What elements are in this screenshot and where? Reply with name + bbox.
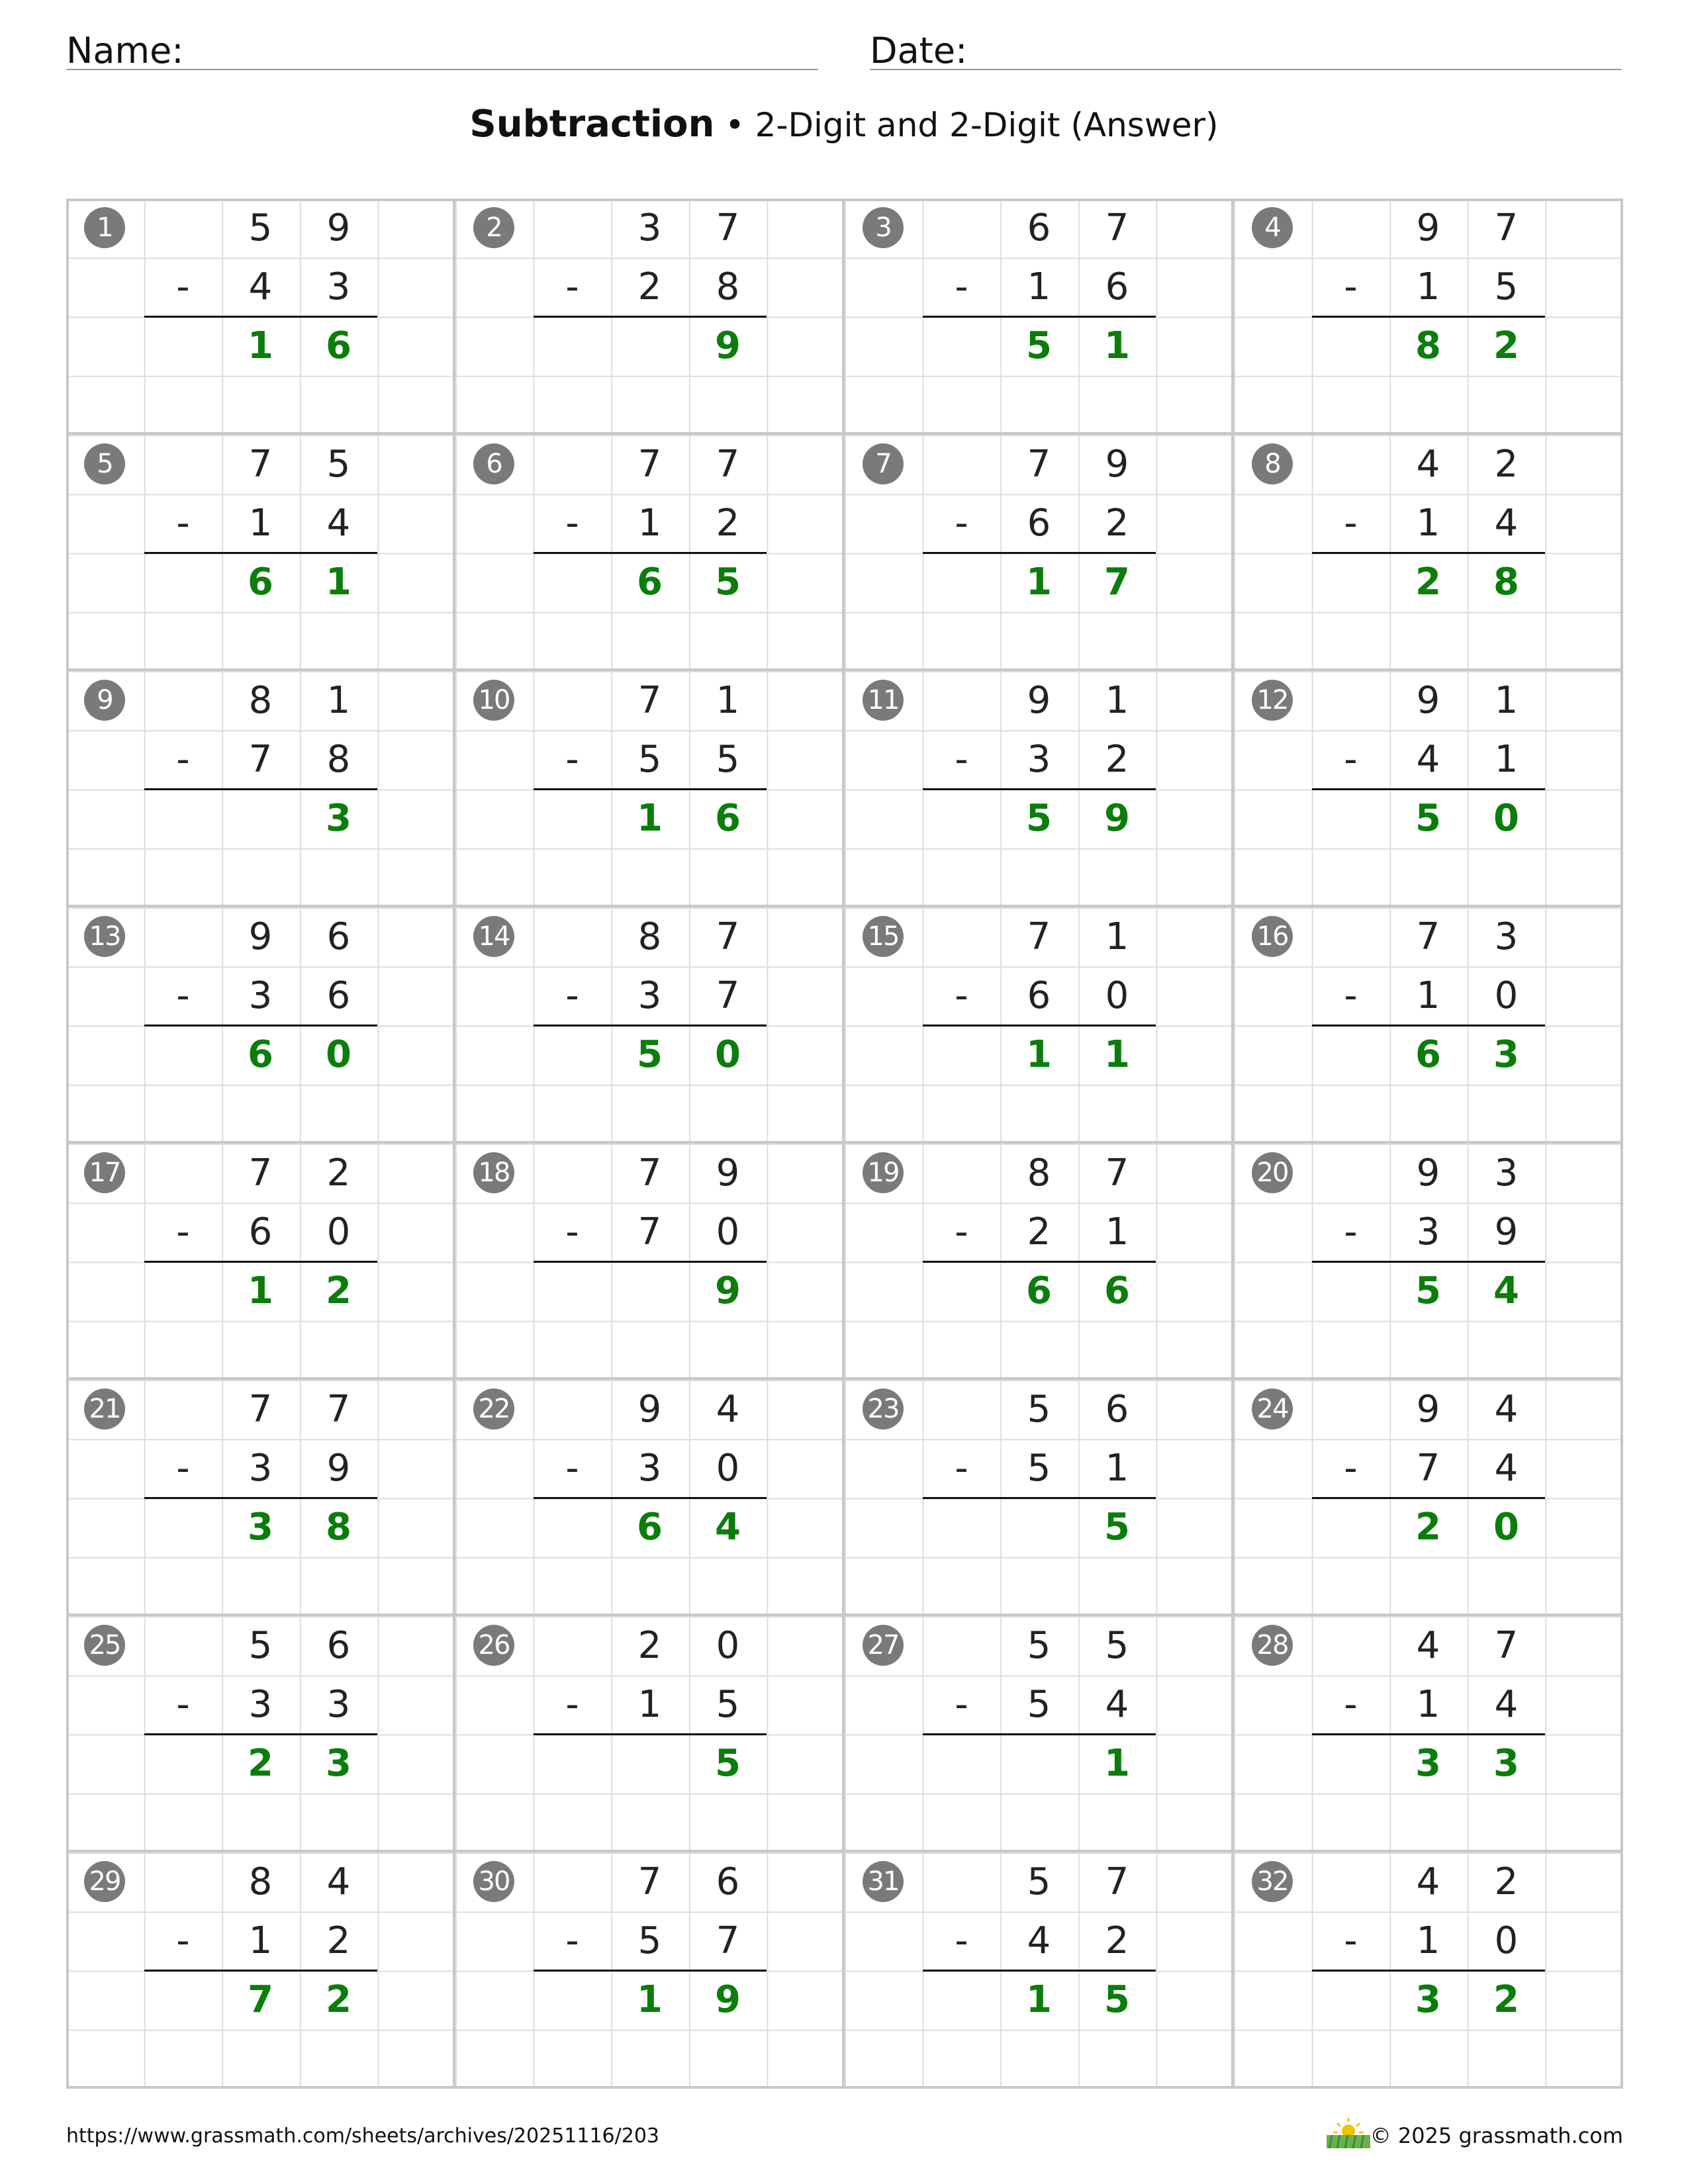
problem-32 <box>1234 1852 1623 2089</box>
answer-ones-digit: 6 <box>715 797 741 840</box>
minuend-ones-digit: 5 <box>326 443 351 486</box>
problem-number-badge: 4 <box>1252 207 1293 248</box>
subtrahend-ones-digit: 1 <box>1105 1447 1129 1490</box>
answer-ones-digit: 9 <box>715 1978 741 2021</box>
minuend-ones-digit: 7 <box>1105 1152 1129 1195</box>
answer-tens-digit: 5 <box>1415 1269 1441 1312</box>
minuend-tens-digit: 7 <box>637 679 662 722</box>
minus-sign: - <box>176 738 190 781</box>
subtrahend-ones-digit: 4 <box>1105 1683 1129 1726</box>
answer-ones-digit: 5 <box>715 561 741 604</box>
problem-number-badge: 7 <box>863 443 904 484</box>
subtrahend-ones-digit: 7 <box>716 1919 740 1962</box>
subtrahend-ones-digit: 7 <box>716 974 740 1017</box>
name-field <box>66 25 818 70</box>
problem-19 <box>845 1144 1234 1380</box>
minus-sign: - <box>565 1447 579 1490</box>
minuend-tens-digit: 8 <box>1027 1152 1051 1195</box>
minuend-ones-digit: 6 <box>326 915 351 958</box>
minus-sign: - <box>176 265 190 308</box>
subtrahend-tens-digit: 5 <box>637 1919 662 1962</box>
answer-tens-digit: 5 <box>1026 324 1052 367</box>
subtrahend-ones-digit: 0 <box>1494 974 1519 1017</box>
subtrahend-tens-digit: 1 <box>1416 1683 1440 1726</box>
subtrahend-tens-digit: 2 <box>637 265 662 308</box>
subtrahend-tens-digit: 5 <box>1027 1683 1051 1726</box>
minus-sign: - <box>565 1210 579 1253</box>
minus-sign: - <box>1344 1683 1358 1726</box>
subtrahend-ones-digit: 1 <box>1494 738 1519 781</box>
minuend-tens-digit: 7 <box>1027 443 1051 486</box>
answer-ones-digit: 0 <box>326 1033 352 1076</box>
problem-number-badge: 3 <box>863 207 904 248</box>
minuend-ones-digit: 3 <box>1494 1152 1519 1195</box>
answer-ones-digit: 0 <box>715 1033 741 1076</box>
minuend-tens-digit: 8 <box>248 1860 273 1903</box>
problem-8 <box>1234 435 1623 671</box>
answer-tens-digit: 6 <box>248 561 273 604</box>
subtrahend-ones-digit: 4 <box>326 502 351 545</box>
subtrahend-ones-digit: 4 <box>1494 1683 1519 1726</box>
minuend-ones-digit: 7 <box>716 915 740 958</box>
subtrahend-tens-digit: 3 <box>1027 738 1051 781</box>
answer-ones-digit: 5 <box>1104 1978 1130 2021</box>
minus-sign: - <box>955 1447 968 1490</box>
answer-ones-digit: 1 <box>326 561 352 604</box>
answer-ones-digit: 2 <box>1493 1978 1519 2021</box>
grass-sun-logo-icon <box>1325 2115 1372 2150</box>
problem-11 <box>845 671 1234 907</box>
subtrahend-ones-digit: 1 <box>1105 1210 1129 1253</box>
minuend-ones-digit: 0 <box>716 1624 740 1667</box>
minuend-tens-digit: 4 <box>1416 1624 1440 1667</box>
problem-6 <box>455 435 845 671</box>
footer-copyright: © 2025 grassmath.com <box>1370 2123 1623 2148</box>
subtrahend-ones-digit: 9 <box>326 1447 351 1490</box>
answer-tens-digit: 1 <box>1026 561 1052 604</box>
minuend-ones-digit: 1 <box>1105 679 1129 722</box>
subtrahend-ones-digit: 0 <box>326 1210 351 1253</box>
problem-7 <box>845 435 1234 671</box>
subtrahend-ones-digit: 5 <box>716 1683 740 1726</box>
minus-sign: - <box>1344 502 1358 545</box>
answer-tens-digit: 3 <box>1415 1742 1441 1785</box>
minuend-ones-digit: 2 <box>1494 1860 1519 1903</box>
answer-tens-digit: 6 <box>1415 1033 1441 1076</box>
answer-ones-digit: 4 <box>715 1506 741 1549</box>
answer-ones-digit: 5 <box>1104 1506 1130 1549</box>
minuend-ones-digit: 7 <box>716 443 740 486</box>
subtrahend-ones-digit: 8 <box>326 738 351 781</box>
problem-3 <box>845 199 1234 435</box>
answer-tens-digit: 2 <box>1415 561 1441 604</box>
problem-24 <box>1234 1380 1623 1616</box>
answer-ones-digit: 2 <box>326 1269 352 1312</box>
problem-number-badge: 12 <box>1252 680 1293 721</box>
problem-25 <box>66 1616 455 1852</box>
minus-sign: - <box>176 1919 190 1962</box>
minuend-tens-digit: 5 <box>248 1624 273 1667</box>
answer-tens-digit: 1 <box>637 1978 663 2021</box>
problem-2 <box>455 199 845 435</box>
problem-number-badge: 2 <box>473 207 514 248</box>
minus-sign: - <box>1344 1919 1358 1962</box>
answer-ones-digit: 6 <box>326 324 352 367</box>
problem-23 <box>845 1380 1234 1616</box>
subtrahend-ones-digit: 4 <box>1494 502 1519 545</box>
minuend-tens-digit: 3 <box>637 206 662 250</box>
minuend-tens-digit: 9 <box>1416 1388 1440 1431</box>
subtrahend-ones-digit: 2 <box>1105 1919 1129 1962</box>
minus-sign: - <box>955 1683 968 1726</box>
subtrahend-tens-digit: 5 <box>1027 1447 1051 1490</box>
answer-tens-digit <box>1000 1498 1078 1557</box>
minuend-ones-digit: 4 <box>716 1388 740 1431</box>
minus-sign: - <box>955 265 968 308</box>
problem-number-badge: 1 <box>84 207 125 248</box>
problem-22 <box>455 1380 845 1616</box>
minuend-ones-digit: 7 <box>1105 1860 1129 1903</box>
problem-4 <box>1234 199 1623 435</box>
minuend-ones-digit: 2 <box>1494 443 1519 486</box>
subtrahend-tens-digit: 3 <box>637 1447 662 1490</box>
answer-tens-digit: 6 <box>637 1506 663 1549</box>
subtrahend-ones-digit: 6 <box>326 974 351 1017</box>
problem-13 <box>66 907 455 1144</box>
minuend-tens-digit: 7 <box>1416 915 1440 958</box>
answer-tens-digit <box>611 1734 688 1793</box>
minuend-tens-digit: 2 <box>637 1624 662 1667</box>
problem-number-badge: 15 <box>863 916 904 957</box>
answer-tens-digit: 5 <box>637 1033 663 1076</box>
subtrahend-tens-digit: 1 <box>637 502 662 545</box>
minuend-tens-digit: 5 <box>1027 1860 1051 1903</box>
problem-number-badge: 8 <box>1252 443 1293 484</box>
problem-number-badge: 20 <box>1252 1152 1293 1193</box>
answer-ones-digit: 9 <box>715 324 741 367</box>
minus-sign: - <box>1344 1447 1358 1490</box>
answer-tens-digit: 1 <box>1026 1978 1052 2021</box>
problem-number-badge: 29 <box>84 1861 125 1902</box>
minuend-tens-digit: 7 <box>637 1860 662 1903</box>
subtrahend-ones-digit: 5 <box>1494 265 1519 308</box>
subtrahend-tens-digit: 1 <box>1027 265 1051 308</box>
minuend-tens-digit: 9 <box>1416 1152 1440 1195</box>
answer-ones-digit: 1 <box>1104 1033 1130 1076</box>
subtrahend-ones-digit: 0 <box>716 1210 740 1253</box>
minuend-tens-digit: 4 <box>1416 1860 1440 1903</box>
answer-ones-digit: 9 <box>1104 797 1130 840</box>
problem-number-badge: 25 <box>84 1625 125 1666</box>
minus-sign: - <box>1344 974 1358 1017</box>
minus-sign: - <box>176 1447 190 1490</box>
answer-tens-digit: 8 <box>1415 324 1441 367</box>
minuend-tens-digit: 9 <box>248 915 273 958</box>
minuend-tens-digit: 7 <box>1027 915 1051 958</box>
answer-ones-digit: 4 <box>1493 1269 1519 1312</box>
minuend-ones-digit: 7 <box>326 1388 351 1431</box>
problem-number-badge: 17 <box>84 1152 125 1193</box>
minuend-ones-digit: 1 <box>1494 679 1519 722</box>
answer-ones-digit: 0 <box>1493 797 1519 840</box>
answer-tens-digit: 7 <box>248 1978 273 2021</box>
subtrahend-ones-digit: 2 <box>1105 738 1129 781</box>
problem-number-badge: 32 <box>1252 1861 1293 1902</box>
minus-sign: - <box>565 502 579 545</box>
answer-ones-digit: 9 <box>715 1269 741 1312</box>
problem-14 <box>455 907 845 1144</box>
subtrahend-tens-digit: 6 <box>1027 502 1051 545</box>
answer-tens-digit: 6 <box>1026 1269 1052 1312</box>
subtrahend-tens-digit: 3 <box>637 974 662 1017</box>
problem-9 <box>66 671 455 907</box>
answer-ones-digit: 6 <box>1104 1269 1130 1312</box>
subtrahend-ones-digit: 8 <box>716 265 740 308</box>
minuend-tens-digit: 9 <box>637 1388 662 1431</box>
answer-tens-digit <box>1000 1734 1078 1793</box>
subtrahend-tens-digit: 3 <box>248 1447 273 1490</box>
minuend-tens-digit: 9 <box>1416 679 1440 722</box>
minuend-ones-digit: 9 <box>1105 443 1129 486</box>
answer-ones-digit: 3 <box>1493 1742 1519 1785</box>
answer-ones-digit: 1 <box>1104 324 1130 367</box>
subtrahend-tens-digit: 1 <box>1416 974 1440 1017</box>
problem-5 <box>66 435 455 671</box>
minuend-tens-digit: 6 <box>1027 206 1051 250</box>
minus-sign: - <box>955 738 968 781</box>
problem-26 <box>455 1616 845 1852</box>
problem-31 <box>845 1852 1234 2089</box>
answer-tens-digit: 1 <box>248 324 273 367</box>
answer-tens-digit <box>222 789 299 848</box>
subtrahend-tens-digit: 1 <box>248 1919 273 1962</box>
minus-sign: - <box>176 502 190 545</box>
minus-sign: - <box>176 1210 190 1253</box>
answer-ones-digit: 0 <box>1493 1506 1519 1549</box>
subtrahend-ones-digit: 2 <box>1105 502 1129 545</box>
minuend-ones-digit: 1 <box>1105 915 1129 958</box>
minuend-tens-digit: 7 <box>637 443 662 486</box>
minus-sign: - <box>565 1683 579 1726</box>
minus-sign: - <box>565 738 579 781</box>
worksheet-title <box>0 103 1688 146</box>
date-field <box>870 25 1622 70</box>
answer-ones-digit: 3 <box>326 797 352 840</box>
answer-tens-digit: 3 <box>248 1506 273 1549</box>
subtrahend-tens-digit: 1 <box>1416 502 1440 545</box>
minus-sign: - <box>955 502 968 545</box>
minuend-ones-digit: 6 <box>1105 1388 1129 1431</box>
subtrahend-ones-digit: 2 <box>716 502 740 545</box>
problem-number-badge: 30 <box>473 1861 514 1902</box>
answer-tens-digit: 2 <box>248 1742 273 1785</box>
subtrahend-tens-digit: 7 <box>637 1210 662 1253</box>
subtrahend-tens-digit: 3 <box>248 1683 273 1726</box>
problem-12 <box>1234 671 1623 907</box>
minus-sign: - <box>955 1919 968 1962</box>
problem-10 <box>455 671 845 907</box>
subtrahend-tens-digit: 6 <box>1027 974 1051 1017</box>
subtrahend-tens-digit: 7 <box>1416 1447 1440 1490</box>
answer-ones-digit: 7 <box>1104 561 1130 604</box>
answer-tens-digit: 1 <box>637 797 663 840</box>
answer-ones-digit: 1 <box>1104 1742 1130 1785</box>
minuend-ones-digit: 6 <box>716 1860 740 1903</box>
problem-number-badge: 6 <box>473 443 514 484</box>
problem-number-badge: 31 <box>863 1861 904 1902</box>
problem-number-badge: 27 <box>863 1625 904 1666</box>
subtrahend-tens-digit: 5 <box>637 738 662 781</box>
minuend-ones-digit: 1 <box>716 679 740 722</box>
subtrahend-tens-digit: 1 <box>1416 265 1440 308</box>
problem-number-badge: 23 <box>863 1388 904 1430</box>
subtrahend-tens-digit: 4 <box>248 265 273 308</box>
subtrahend-tens-digit: 3 <box>248 974 273 1017</box>
minus-sign: - <box>565 974 579 1017</box>
problem-20 <box>1234 1144 1623 1380</box>
problem-number-badge: 28 <box>1252 1625 1293 1666</box>
minus-sign: - <box>1344 738 1358 781</box>
minuend-tens-digit: 8 <box>248 679 273 722</box>
footer-url: https://www.grassmath.com/sheets/archives/20251116/203 <box>66 2124 660 2148</box>
minuend-ones-digit: 4 <box>326 1860 351 1903</box>
answer-ones-digit: 3 <box>1493 1033 1519 1076</box>
answer-tens-digit: 5 <box>1415 797 1441 840</box>
minuend-ones-digit: 9 <box>326 206 351 250</box>
problem-number-badge: 16 <box>1252 916 1293 957</box>
minuend-tens-digit: 7 <box>637 1152 662 1195</box>
answer-ones-digit: 5 <box>715 1742 741 1785</box>
problem-29 <box>66 1852 455 2089</box>
title-main: Subtraction <box>469 103 715 146</box>
subtrahend-tens-digit: 1 <box>637 1683 662 1726</box>
answer-tens-digit: 6 <box>637 561 663 604</box>
minus-sign: - <box>565 1919 579 1962</box>
problem-number-badge: 10 <box>473 680 514 721</box>
minus-sign: - <box>176 974 190 1017</box>
problem-number-badge: 13 <box>84 916 125 957</box>
answer-tens-digit: 5 <box>1026 797 1052 840</box>
subtrahend-ones-digit: 2 <box>326 1919 351 1962</box>
subtrahend-tens-digit: 6 <box>248 1210 273 1253</box>
answer-ones-digit: 2 <box>1493 324 1519 367</box>
minuend-tens-digit: 7 <box>248 1152 273 1195</box>
problem-number-badge: 22 <box>473 1388 514 1430</box>
minus-sign: - <box>176 1683 190 1726</box>
subtrahend-tens-digit: 3 <box>1416 1210 1440 1253</box>
subtrahend-ones-digit: 9 <box>1494 1210 1519 1253</box>
answer-ones-digit: 3 <box>326 1742 352 1785</box>
date-label: Date: <box>870 30 968 71</box>
problem-number-badge: 21 <box>84 1388 125 1430</box>
minuend-tens-digit: 5 <box>248 206 273 250</box>
answer-tens-digit <box>611 316 688 375</box>
problem-28 <box>1234 1616 1623 1852</box>
problem-number-badge: 19 <box>863 1152 904 1193</box>
minuend-ones-digit: 6 <box>326 1624 351 1667</box>
answer-ones-digit: 2 <box>326 1978 352 2021</box>
subtrahend-tens-digit: 1 <box>1416 1919 1440 1962</box>
problem-number-badge: 9 <box>84 680 125 721</box>
subtrahend-ones-digit: 5 <box>716 738 740 781</box>
minuend-ones-digit: 9 <box>716 1152 740 1195</box>
minuend-ones-digit: 7 <box>1105 206 1129 250</box>
problem-15 <box>845 907 1234 1144</box>
minuend-ones-digit: 1 <box>326 679 351 722</box>
minus-sign: - <box>565 265 579 308</box>
problem-21 <box>66 1380 455 1616</box>
subtrahend-ones-digit: 0 <box>716 1447 740 1490</box>
problem-number-badge: 11 <box>863 680 904 721</box>
subtrahend-ones-digit: 4 <box>1494 1447 1519 1490</box>
minuend-ones-digit: 7 <box>1494 1624 1519 1667</box>
subtrahend-ones-digit: 0 <box>1494 1919 1519 1962</box>
minuend-tens-digit: 7 <box>248 1388 273 1431</box>
answer-tens-digit: 6 <box>248 1033 273 1076</box>
subtrahend-ones-digit: 6 <box>1105 265 1129 308</box>
problem-1 <box>66 199 455 435</box>
minuend-tens-digit: 9 <box>1027 679 1051 722</box>
minuend-ones-digit: 7 <box>1494 206 1519 250</box>
minuend-tens-digit: 8 <box>637 915 662 958</box>
answer-tens-digit: 3 <box>1415 1978 1441 2021</box>
problem-number-badge: 18 <box>473 1152 514 1193</box>
problem-27 <box>845 1616 1234 1852</box>
minuend-tens-digit: 5 <box>1027 1388 1051 1431</box>
minuend-tens-digit: 7 <box>248 443 273 486</box>
problem-grid <box>66 199 1623 2089</box>
subtrahend-tens-digit: 4 <box>1027 1919 1051 1962</box>
title-subtitle: • 2-Digit and 2-Digit (Answer) <box>725 106 1219 144</box>
subtrahend-tens-digit: 4 <box>1416 738 1440 781</box>
problem-30 <box>455 1852 845 2089</box>
problem-17 <box>66 1144 455 1380</box>
minus-sign: - <box>1344 265 1358 308</box>
minuend-ones-digit: 5 <box>1105 1624 1129 1667</box>
problem-number-badge: 26 <box>473 1625 514 1666</box>
subtrahend-tens-digit: 2 <box>1027 1210 1051 1253</box>
minus-sign: - <box>955 974 968 1017</box>
problem-16 <box>1234 907 1623 1144</box>
subtrahend-ones-digit: 3 <box>326 1683 351 1726</box>
minus-sign: - <box>1344 1210 1358 1253</box>
minuend-tens-digit: 9 <box>1416 206 1440 250</box>
minuend-ones-digit: 4 <box>1494 1388 1519 1431</box>
subtrahend-ones-digit: 3 <box>326 265 351 308</box>
minuend-ones-digit: 7 <box>716 206 740 250</box>
answer-tens-digit <box>611 1261 688 1320</box>
problem-number-badge: 14 <box>473 916 514 957</box>
subtrahend-ones-digit: 0 <box>1105 974 1129 1017</box>
minuend-ones-digit: 3 <box>1494 915 1519 958</box>
minuend-ones-digit: 2 <box>326 1152 351 1195</box>
answer-ones-digit: 8 <box>326 1506 352 1549</box>
answer-ones-digit: 8 <box>1493 561 1519 604</box>
subtrahend-tens-digit: 7 <box>248 738 273 781</box>
problem-number-badge: 5 <box>84 443 125 484</box>
problem-number-badge: 24 <box>1252 1388 1293 1430</box>
name-label: Name: <box>66 30 184 71</box>
subtrahend-tens-digit: 1 <box>248 502 273 545</box>
minus-sign: - <box>955 1210 968 1253</box>
answer-tens-digit: 1 <box>248 1269 273 1312</box>
answer-tens-digit: 2 <box>1415 1506 1441 1549</box>
minuend-tens-digit: 4 <box>1416 443 1440 486</box>
answer-tens-digit: 1 <box>1026 1033 1052 1076</box>
minuend-tens-digit: 5 <box>1027 1624 1051 1667</box>
problem-18 <box>455 1144 845 1380</box>
